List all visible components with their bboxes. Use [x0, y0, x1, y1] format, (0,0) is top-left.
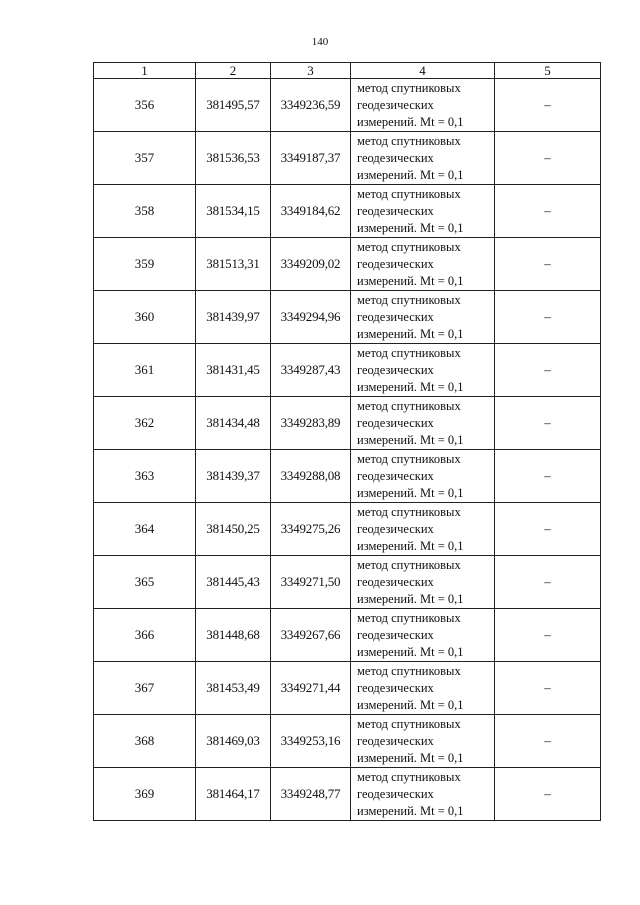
method-line: измерений. Mt = 0,1 [357, 273, 464, 288]
method-line: геодезических [357, 203, 434, 218]
table-row [94, 291, 601, 344]
table-row [94, 397, 601, 450]
method-line: метод спутниковых [357, 80, 461, 95]
note-cell: – [495, 291, 601, 344]
method-line: метод спутниковых [357, 451, 461, 466]
note-cell: – [495, 79, 601, 132]
method-cell [351, 609, 495, 662]
method-line: геодезических [357, 97, 434, 112]
y-coordinate-cell: 3349275,26 [271, 503, 351, 556]
method-line: метод спутниковых [357, 769, 461, 784]
point-number-cell: 356 [94, 79, 196, 132]
method-line: метод спутниковых [357, 557, 461, 572]
x-coordinate-cell: 381453,49 [196, 662, 271, 715]
x-coordinate-cell: 381469,03 [196, 715, 271, 768]
y-coordinate-cell: 3349294,96 [271, 291, 351, 344]
method-line: метод спутниковых [357, 239, 461, 254]
method-line: измерений. Mt = 0,1 [357, 167, 464, 182]
method-cell [351, 768, 495, 821]
method-line: измерений. Mt = 0,1 [357, 697, 464, 712]
x-coordinate-cell: 381434,48 [196, 397, 271, 450]
y-coordinate-cell: 3349184,62 [271, 185, 351, 238]
method-line: метод спутниковых [357, 186, 461, 201]
x-coordinate-cell: 381439,97 [196, 291, 271, 344]
method-cell [351, 291, 495, 344]
table-row [94, 132, 601, 185]
method-cell [351, 79, 495, 132]
note-cell: – [495, 768, 601, 821]
table-row [94, 185, 601, 238]
point-number-cell: 357 [94, 132, 196, 185]
x-coordinate-cell: 381536,53 [196, 132, 271, 185]
method-line: геодезических [357, 574, 434, 589]
coordinates-table [93, 62, 601, 821]
method-line: измерений. Mt = 0,1 [357, 379, 464, 394]
x-coordinate-cell: 381439,37 [196, 450, 271, 503]
method-line: геодезических [357, 521, 434, 536]
column-header: 5 [495, 63, 601, 79]
method-line: измерений. Mt = 0,1 [357, 114, 464, 129]
note-cell: – [495, 715, 601, 768]
method-line: геодезических [357, 468, 434, 483]
method-line: измерений. Mt = 0,1 [357, 803, 464, 818]
y-coordinate-cell: 3349267,66 [271, 609, 351, 662]
method-line: геодезических [357, 150, 434, 165]
method-cell [351, 662, 495, 715]
column-header: 1 [94, 63, 196, 79]
method-line: геодезических [357, 415, 434, 430]
note-cell: – [495, 397, 601, 450]
method-cell [351, 450, 495, 503]
page-number: 140 [311, 36, 329, 48]
x-coordinate-cell: 381445,43 [196, 556, 271, 609]
point-number-cell: 359 [94, 238, 196, 291]
method-cell [351, 397, 495, 450]
note-cell: – [495, 556, 601, 609]
note-cell: – [495, 238, 601, 291]
table-body [94, 79, 601, 821]
y-coordinate-cell: 3349271,50 [271, 556, 351, 609]
point-number-cell: 363 [94, 450, 196, 503]
method-line: геодезических [357, 680, 434, 695]
note-cell: – [495, 662, 601, 715]
table-header-row [94, 63, 601, 79]
x-coordinate-cell: 381450,25 [196, 503, 271, 556]
y-coordinate-cell: 3349271,44 [271, 662, 351, 715]
table-row [94, 556, 601, 609]
method-line: геодезических [357, 627, 434, 642]
x-coordinate-cell: 381431,45 [196, 344, 271, 397]
point-number-cell: 360 [94, 291, 196, 344]
note-cell: – [495, 132, 601, 185]
y-coordinate-cell: 3349253,16 [271, 715, 351, 768]
point-number-cell: 369 [94, 768, 196, 821]
table-row [94, 344, 601, 397]
method-cell [351, 503, 495, 556]
note-cell: – [495, 503, 601, 556]
point-number-cell: 362 [94, 397, 196, 450]
y-coordinate-cell: 3349288,08 [271, 450, 351, 503]
x-coordinate-cell: 381448,68 [196, 609, 271, 662]
method-cell [351, 715, 495, 768]
method-line: геодезических [357, 733, 434, 748]
method-line: метод спутниковых [357, 292, 461, 307]
method-line: метод спутниковых [357, 504, 461, 519]
method-line: геодезических [357, 786, 434, 801]
note-cell: – [495, 344, 601, 397]
method-line: измерений. Mt = 0,1 [357, 644, 464, 659]
table-row [94, 768, 601, 821]
method-line: измерений. Mt = 0,1 [357, 326, 464, 341]
point-number-cell: 358 [94, 185, 196, 238]
method-line: метод спутниковых [357, 345, 461, 360]
method-line: измерений. Mt = 0,1 [357, 538, 464, 553]
y-coordinate-cell: 3349187,37 [271, 132, 351, 185]
point-number-cell: 368 [94, 715, 196, 768]
method-cell [351, 132, 495, 185]
point-number-cell: 367 [94, 662, 196, 715]
x-coordinate-cell: 381495,57 [196, 79, 271, 132]
note-cell: – [495, 609, 601, 662]
method-cell [351, 185, 495, 238]
method-cell [351, 344, 495, 397]
method-line: геодезических [357, 256, 434, 271]
method-line: измерений. Mt = 0,1 [357, 432, 464, 447]
method-line: геодезических [357, 362, 434, 377]
point-number-cell: 361 [94, 344, 196, 397]
y-coordinate-cell: 3349236,59 [271, 79, 351, 132]
method-line: метод спутниковых [357, 716, 461, 731]
y-coordinate-cell: 3349287,43 [271, 344, 351, 397]
y-coordinate-cell: 3349209,02 [271, 238, 351, 291]
column-header: 3 [271, 63, 351, 79]
method-line: метод спутниковых [357, 133, 461, 148]
note-cell: – [495, 185, 601, 238]
method-line: геодезических [357, 309, 434, 324]
method-line: метод спутниковых [357, 398, 461, 413]
table-row [94, 715, 601, 768]
note-cell: – [495, 450, 601, 503]
point-number-cell: 364 [94, 503, 196, 556]
table-row [94, 503, 601, 556]
x-coordinate-cell: 381534,15 [196, 185, 271, 238]
table-row [94, 662, 601, 715]
method-line: измерений. Mt = 0,1 [357, 485, 464, 500]
point-number-cell: 365 [94, 556, 196, 609]
column-header: 4 [351, 63, 495, 79]
y-coordinate-cell: 3349283,89 [271, 397, 351, 450]
x-coordinate-cell: 381464,17 [196, 768, 271, 821]
table-row [94, 450, 601, 503]
method-cell [351, 238, 495, 291]
table-row [94, 79, 601, 132]
method-line: метод спутниковых [357, 610, 461, 625]
method-line: измерений. Mt = 0,1 [357, 591, 464, 606]
column-header: 2 [196, 63, 271, 79]
method-line: измерений. Mt = 0,1 [357, 220, 464, 235]
table-row [94, 609, 601, 662]
method-cell [351, 556, 495, 609]
point-number-cell: 366 [94, 609, 196, 662]
method-line: метод спутниковых [357, 663, 461, 678]
table-row [94, 238, 601, 291]
method-line: измерений. Mt = 0,1 [357, 750, 464, 765]
y-coordinate-cell: 3349248,77 [271, 768, 351, 821]
x-coordinate-cell: 381513,31 [196, 238, 271, 291]
